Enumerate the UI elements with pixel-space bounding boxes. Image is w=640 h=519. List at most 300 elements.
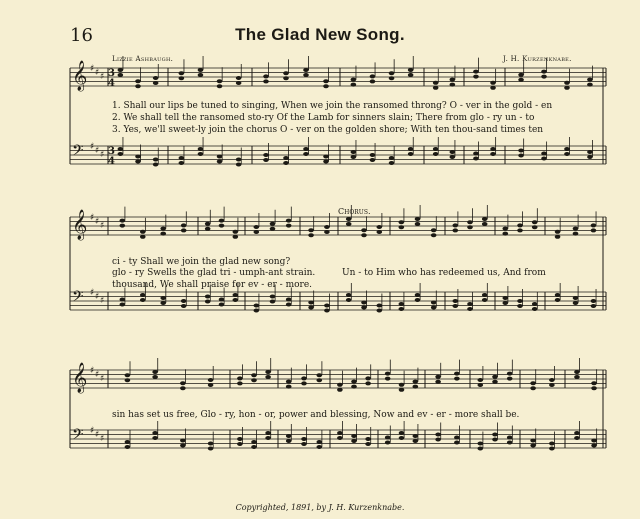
page-number: 16: [70, 25, 93, 46]
note-head: [140, 230, 146, 234]
note-head: [308, 306, 314, 310]
sharp-sign: ♯: [95, 292, 100, 302]
sharp-sign: ♯: [100, 221, 105, 231]
note-head: [549, 378, 555, 382]
note-head: [408, 73, 414, 77]
note-head: [153, 158, 159, 162]
note-head: [323, 160, 329, 164]
note-head: [530, 381, 536, 385]
note-head: [541, 152, 547, 156]
note-head: [549, 447, 555, 451]
note-head: [308, 228, 314, 232]
note-head: [337, 436, 343, 440]
note-head: [254, 309, 260, 313]
note-head: [454, 436, 460, 440]
note-head: [502, 232, 508, 236]
note-head: [301, 381, 307, 385]
note-head: [263, 74, 269, 78]
note-head: [591, 299, 597, 303]
time-signature: 4: [108, 78, 115, 89]
note-head: [217, 155, 223, 159]
note-head: [125, 373, 131, 377]
note-head: [370, 153, 376, 157]
note-head: [219, 298, 225, 302]
note-head: [286, 434, 292, 438]
note-head: [270, 227, 276, 231]
note-head: [452, 223, 458, 227]
note-head: [152, 370, 158, 374]
note-head: [308, 233, 314, 237]
note-head: [517, 228, 523, 232]
note-head: [473, 157, 479, 161]
note-head: [413, 439, 419, 443]
note-head: [482, 298, 488, 302]
note-head: [433, 152, 439, 156]
note-head: [198, 147, 204, 151]
note-head: [555, 235, 561, 239]
treble-clef: 𝄞: [72, 363, 88, 393]
note-head: [140, 293, 146, 297]
note-head: [452, 299, 458, 303]
note-head: [573, 301, 579, 305]
time-signature: 3: [108, 146, 115, 157]
note-head: [346, 217, 352, 221]
note-head: [518, 154, 524, 158]
note-head: [389, 71, 395, 75]
note-head: [450, 150, 456, 154]
note-head: [265, 370, 271, 374]
note-head: [286, 439, 292, 443]
note-head: [435, 438, 441, 442]
chorus-label: Chorus.: [338, 207, 371, 216]
note-head: [591, 381, 597, 385]
note-head: [198, 73, 204, 77]
note-head: [254, 225, 260, 229]
note-head: [389, 156, 395, 160]
note-head: [361, 306, 367, 310]
note-head: [237, 442, 243, 446]
note-head: [120, 303, 126, 307]
sharp-sign: ♯: [95, 146, 100, 156]
note-head: [118, 147, 124, 151]
note-head: [303, 68, 309, 72]
time-signature: 3: [108, 68, 115, 79]
note-head: [376, 309, 382, 313]
note-head: [324, 304, 330, 308]
note-head: [346, 298, 352, 302]
note-head: [399, 307, 405, 311]
note-head: [198, 68, 204, 72]
note-head: [502, 301, 508, 305]
note-head: [490, 86, 496, 90]
note-head: [490, 147, 496, 151]
note-head: [205, 222, 211, 226]
note-head: [351, 385, 357, 389]
note-head: [152, 436, 158, 440]
note-head: [415, 222, 421, 226]
hymn-title: The Glad New Song.: [235, 25, 405, 44]
note-head: [181, 299, 187, 303]
note-head: [435, 375, 441, 379]
note-head: [431, 301, 437, 305]
note-head: [324, 230, 330, 234]
note-head: [415, 217, 421, 221]
note-head: [135, 155, 141, 159]
note-head: [323, 84, 329, 88]
note-head: [477, 383, 483, 387]
note-head: [251, 440, 257, 444]
note-head: [140, 298, 146, 302]
lyricist-credit: Lizzie Ashbaugh.: [112, 55, 174, 63]
note-head: [376, 304, 382, 308]
note-head: [507, 436, 513, 440]
note-head: [408, 68, 414, 72]
note-head: [217, 160, 223, 164]
note-head: [492, 438, 498, 442]
note-head: [263, 153, 269, 157]
note-head: [473, 152, 479, 156]
note-head: [361, 301, 367, 305]
note-head: [219, 224, 225, 228]
note-head: [415, 298, 421, 302]
note-head: [316, 440, 322, 444]
note-head: [473, 75, 479, 79]
note-head: [507, 441, 513, 445]
sharp-sign: ♯: [90, 213, 95, 223]
note-head: [370, 158, 376, 162]
note-head: [160, 296, 166, 300]
note-head: [399, 388, 405, 392]
note-head: [286, 224, 292, 228]
note-head: [153, 76, 159, 80]
note-head: [502, 227, 508, 231]
chorus-line-2: sin has set us free, Glo - ry, hon - or, power and blessing, Now and ev - er - more shall be.: [112, 410, 520, 420]
note-head: [217, 79, 223, 83]
note-head: [587, 78, 593, 82]
note-head: [303, 73, 309, 77]
note-head: [181, 223, 187, 227]
note-head: [135, 84, 141, 88]
note-head: [205, 300, 211, 304]
note-head: [482, 217, 488, 221]
note-head: [152, 375, 158, 379]
treble-clef: 𝄞: [72, 210, 88, 240]
note-head: [180, 439, 186, 443]
verse-1-line: 1. Shall our lips be tuned to singing, When we join the ransomed throng? O - ver in the gold - en: [112, 101, 553, 111]
note-head: [574, 431, 580, 435]
treble-clef: 𝄞: [72, 61, 88, 91]
note-head: [435, 380, 441, 384]
note-head: [467, 225, 473, 229]
note-head: [541, 157, 547, 161]
note-head: [140, 235, 146, 239]
note-head: [286, 303, 292, 307]
note-head: [286, 219, 292, 223]
note-head: [160, 227, 166, 231]
sharp-sign: ♯: [90, 366, 95, 376]
note-head: [283, 161, 289, 165]
note-head: [433, 86, 439, 90]
note-head: [365, 381, 371, 385]
note-head: [587, 150, 593, 154]
note-head: [399, 302, 405, 306]
note-head: [591, 386, 597, 390]
note-head: [532, 307, 538, 311]
note-head: [365, 437, 371, 441]
note-head: [408, 147, 414, 151]
sharp-sign: ♯: [90, 142, 95, 152]
verse-2-end: glo - ry Swells the glad tri - umph-ant strain.: [112, 268, 316, 278]
note-head: [251, 445, 257, 449]
note-head: [532, 302, 538, 306]
note-head: [507, 377, 513, 381]
clefs: [72, 60, 115, 447]
note-head: [135, 79, 141, 83]
note-head: [303, 152, 309, 156]
sharp-sign: ♯: [100, 434, 105, 444]
note-head: [452, 304, 458, 308]
note-head: [467, 307, 473, 311]
note-head: [160, 232, 166, 236]
note-head: [308, 301, 314, 305]
note-head: [153, 163, 159, 167]
note-head: [181, 304, 187, 308]
note-head: [473, 70, 479, 74]
note-head: [490, 152, 496, 156]
note-head: [205, 227, 211, 231]
note-head: [286, 298, 292, 302]
note-head: [399, 436, 405, 440]
note-head: [467, 220, 473, 224]
note-head: [482, 222, 488, 226]
note-head: [530, 439, 536, 443]
note-head: [365, 442, 371, 446]
note-head: [482, 293, 488, 297]
note-head: [351, 434, 357, 438]
note-head: [179, 156, 185, 160]
note-head: [351, 155, 357, 159]
note-head: [283, 76, 289, 80]
note-head: [385, 441, 391, 445]
note-head: [219, 219, 225, 223]
note-head: [120, 224, 126, 228]
note-head: [237, 437, 243, 441]
note-head: [399, 431, 405, 435]
note-head: [477, 447, 483, 451]
note-head: [376, 225, 382, 229]
note-head: [265, 431, 271, 435]
note-head: [324, 309, 330, 313]
note-head: [587, 83, 593, 87]
note-head: [518, 149, 524, 153]
note-head: [135, 160, 141, 164]
note-head: [118, 73, 124, 77]
note-head: [254, 230, 260, 234]
note-head: [541, 70, 547, 74]
note-head: [351, 83, 357, 87]
note-head: [454, 372, 460, 376]
note-head: [351, 380, 357, 384]
note-head: [270, 295, 276, 299]
note-head: [502, 296, 508, 300]
note-head: [549, 442, 555, 446]
note-head: [316, 378, 322, 382]
note-head: [431, 233, 437, 237]
note-head: [555, 293, 561, 297]
note-head: [217, 84, 223, 88]
note-head: [118, 68, 124, 72]
note-head: [179, 71, 185, 75]
note-head: [152, 431, 158, 435]
note-head: [180, 444, 186, 448]
note-head: [236, 81, 242, 85]
note-head: [286, 385, 292, 389]
note-head: [385, 436, 391, 440]
note-head: [454, 377, 460, 381]
sharp-sign: ♯: [95, 430, 100, 440]
note-head: [286, 380, 292, 384]
sharp-sign: ♯: [95, 68, 100, 78]
note-head: [301, 376, 307, 380]
note-head: [517, 299, 523, 303]
note-head: [450, 83, 456, 87]
note-head: [346, 293, 352, 297]
sharp-sign: ♯: [95, 217, 100, 227]
sharp-sign: ♯: [95, 370, 100, 380]
bass-clef: 𝄢: [72, 426, 84, 447]
note-head: [323, 155, 329, 159]
note-head: [573, 232, 579, 236]
note-head: [574, 436, 580, 440]
verse-3-end: thousand, We shall praise for ev - er - more.: [112, 280, 313, 290]
note-head: [265, 436, 271, 440]
note-head: [532, 220, 538, 224]
note-head: [118, 152, 124, 156]
note-head: [233, 298, 239, 302]
note-head: [324, 225, 330, 229]
note-head: [431, 306, 437, 310]
note-head: [179, 161, 185, 165]
note-head: [233, 230, 239, 234]
note-head: [492, 380, 498, 384]
note-head: [254, 304, 260, 308]
note-head: [120, 298, 126, 302]
note-head: [263, 158, 269, 162]
note-head: [574, 375, 580, 379]
note-head: [233, 235, 239, 239]
note-head: [530, 386, 536, 390]
note-head: [413, 385, 419, 389]
note-head: [270, 300, 276, 304]
note-head: [251, 373, 257, 377]
note-head: [270, 222, 276, 226]
note-head: [454, 441, 460, 445]
note-head: [236, 163, 242, 167]
sharp-sign: ♯: [90, 64, 95, 74]
note-head: [265, 375, 271, 379]
note-head: [591, 444, 597, 448]
note-head: [415, 293, 421, 297]
note-head: [301, 437, 307, 441]
note-head: [549, 383, 555, 387]
note-head: [351, 150, 357, 154]
note-head: [337, 383, 343, 387]
note-head: [233, 293, 239, 297]
note-head: [208, 378, 214, 382]
note-head: [591, 304, 597, 308]
note-head: [316, 373, 322, 377]
note-head: [385, 377, 391, 381]
note-head: [346, 222, 352, 226]
note-head: [263, 79, 269, 83]
note-head: [370, 79, 376, 83]
note-head: [283, 156, 289, 160]
note-head: [517, 223, 523, 227]
note-head: [283, 71, 289, 75]
note-head: [541, 75, 547, 79]
note-head: [450, 155, 456, 159]
sharp-sign: ♯: [100, 72, 105, 82]
note-head: [555, 298, 561, 302]
bass-clef: 𝄢: [72, 142, 84, 163]
sharp-sign: ♯: [90, 288, 95, 298]
note-head: [179, 76, 185, 80]
note-head: [125, 378, 131, 382]
note-head: [337, 431, 343, 435]
note-head: [153, 81, 159, 85]
note-head: [507, 372, 513, 376]
note-head: [120, 219, 126, 223]
note-head: [574, 370, 580, 374]
note-head: [361, 228, 367, 232]
note-head: [413, 380, 419, 384]
note-head: [208, 442, 214, 446]
note-head: [125, 440, 131, 444]
verse-3-line: 3. Yes, we'll sweet-ly join the chorus O - ver on the golden shore; With ten thou-sand times ten: [112, 125, 544, 135]
sharp-sign: ♯: [100, 374, 105, 384]
note-head: [591, 439, 597, 443]
note-head: [237, 376, 243, 380]
note-head: [587, 155, 593, 159]
note-head: [431, 228, 437, 232]
note-head: [351, 439, 357, 443]
note-head: [370, 74, 376, 78]
note-head: [198, 152, 204, 156]
note-head: [433, 147, 439, 151]
note-head: [389, 161, 395, 165]
note-head: [323, 79, 329, 83]
note-head: [351, 78, 357, 82]
note-head: [477, 378, 483, 382]
note-head: [492, 375, 498, 379]
note-head: [564, 152, 570, 156]
note-head: [236, 158, 242, 162]
note-head: [303, 147, 309, 151]
note-head: [408, 152, 414, 156]
note-head: [564, 86, 570, 90]
note-head: [181, 228, 187, 232]
note-head: [413, 434, 419, 438]
note-head: [385, 372, 391, 376]
note-head: [316, 445, 322, 449]
note-head: [573, 296, 579, 300]
note-head: [591, 228, 597, 232]
note-head: [237, 381, 243, 385]
note-head: [361, 233, 367, 237]
note-head: [205, 295, 211, 299]
note-head: [180, 386, 186, 390]
note-head: [251, 378, 257, 382]
